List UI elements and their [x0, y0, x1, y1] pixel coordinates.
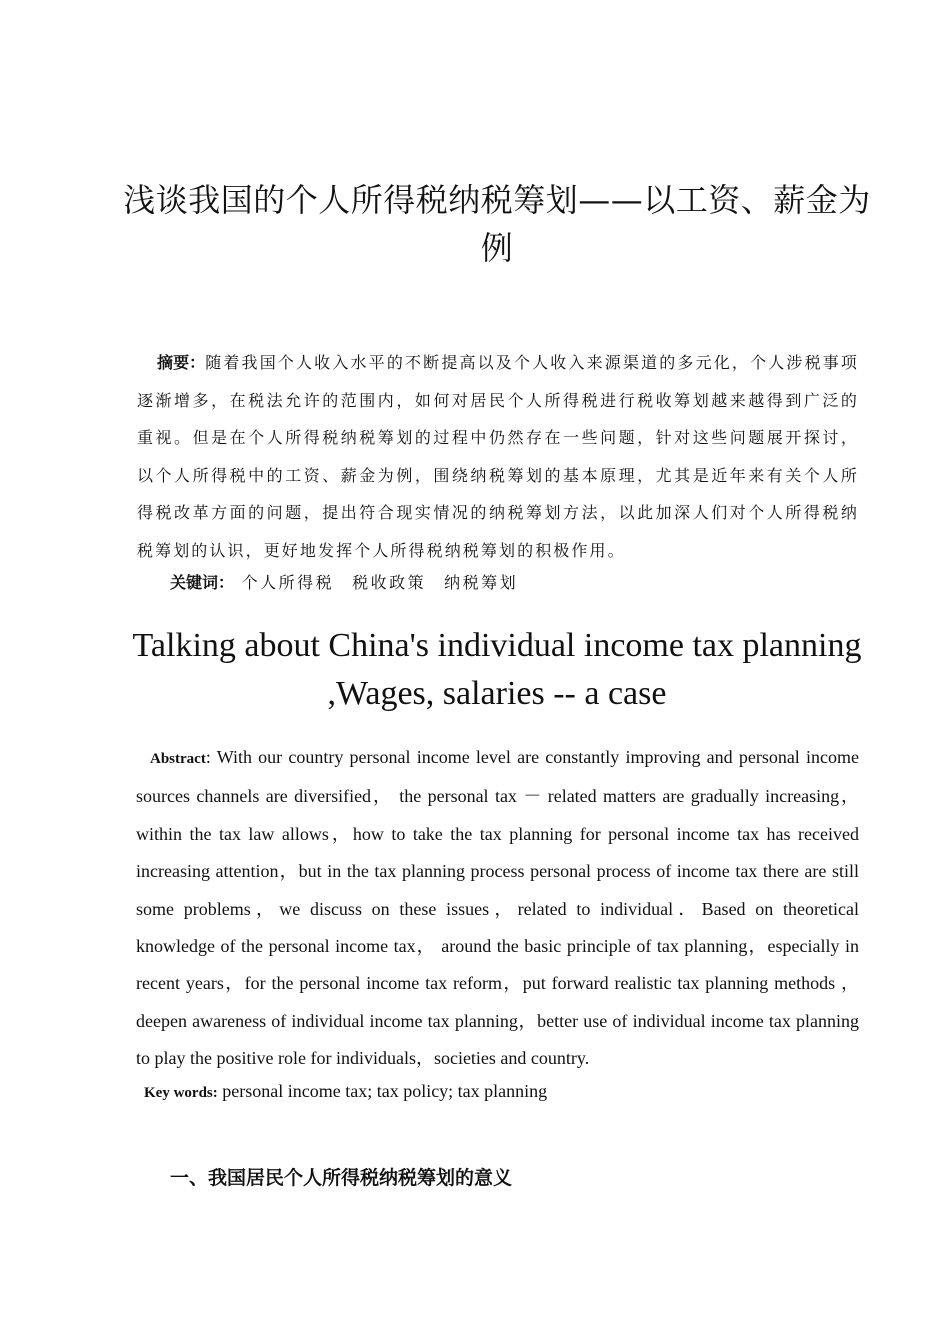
english-title: Talking about China's individual income tax planning ,Wages, salaries -- a case: [132, 627, 862, 712]
english-abstract-colon: :: [205, 747, 211, 767]
chinese-keywords: [170, 564, 860, 601]
chinese-abstract-text: 随着我国个人收入水平的不断提高以及个人收入来源渠道的多元化，个人涉税事项逐渐增多，在税法允许的范围内，如何对居民个人所得税进行税收筹划越来越得到广泛的重视。但是在个人所得税纳税筹划的过程中仍然存在一些问题，针对这些问题展开探讨，以个人所得税中的工资、薪金为例，围绕纳税筹划的基本原理，尤其是近年来有关个人所得税改革方面的问题，提出符合现实情况的纳税筹划方法，以此加深人们对个人所得税纳税筹划的认识，更好地发挥个人所得税纳税筹划的积极作用。: [137, 353, 859, 560]
chinese-keywords-label: 关键词：: [170, 573, 235, 592]
chinese-abstract-label: 摘要：: [157, 353, 206, 372]
english-abstract-text: With our country personal income level are constantly improving and personal income sources channels are diversified， the personal tax － related matters are gradually increasing，within the tax law allows，how to take the tax planning for personal income tax has received increasing attention，but in the tax planning process personal process of income tax there are still some problems，we discuss on these issues，related to individual．Based on theoretical knowledge of the personal income tax， around the basic principle of tax planning，especially in recent years，for the personal income tax reform，put forward realistic tax planning methods ，deepen awareness of individual income tax planning，better use of individual income tax planning to play the positive role for individuals，societies and country.: [136, 747, 859, 1069]
chinese-keyword: 税收政策: [352, 573, 427, 592]
section-heading: 一、我国居民个人所得税纳税筹划的意义: [170, 1167, 513, 1189]
chinese-abstract: [137, 344, 859, 569]
english-keywords: [144, 1073, 860, 1111]
english-abstract-label: Abstract: [150, 751, 206, 767]
chinese-title: 浅谈我国的个人所得税纳税筹划——以工资、薪金为例: [123, 181, 871, 267]
english-keywords-label: Key words:: [144, 1085, 218, 1101]
chinese-keyword: 纳税筹划: [444, 573, 519, 592]
english-keywords-text: personal income tax; tax policy; tax planning: [217, 1081, 548, 1101]
english-abstract: [136, 739, 859, 1078]
chinese-keyword: 个人所得税: [241, 573, 335, 592]
